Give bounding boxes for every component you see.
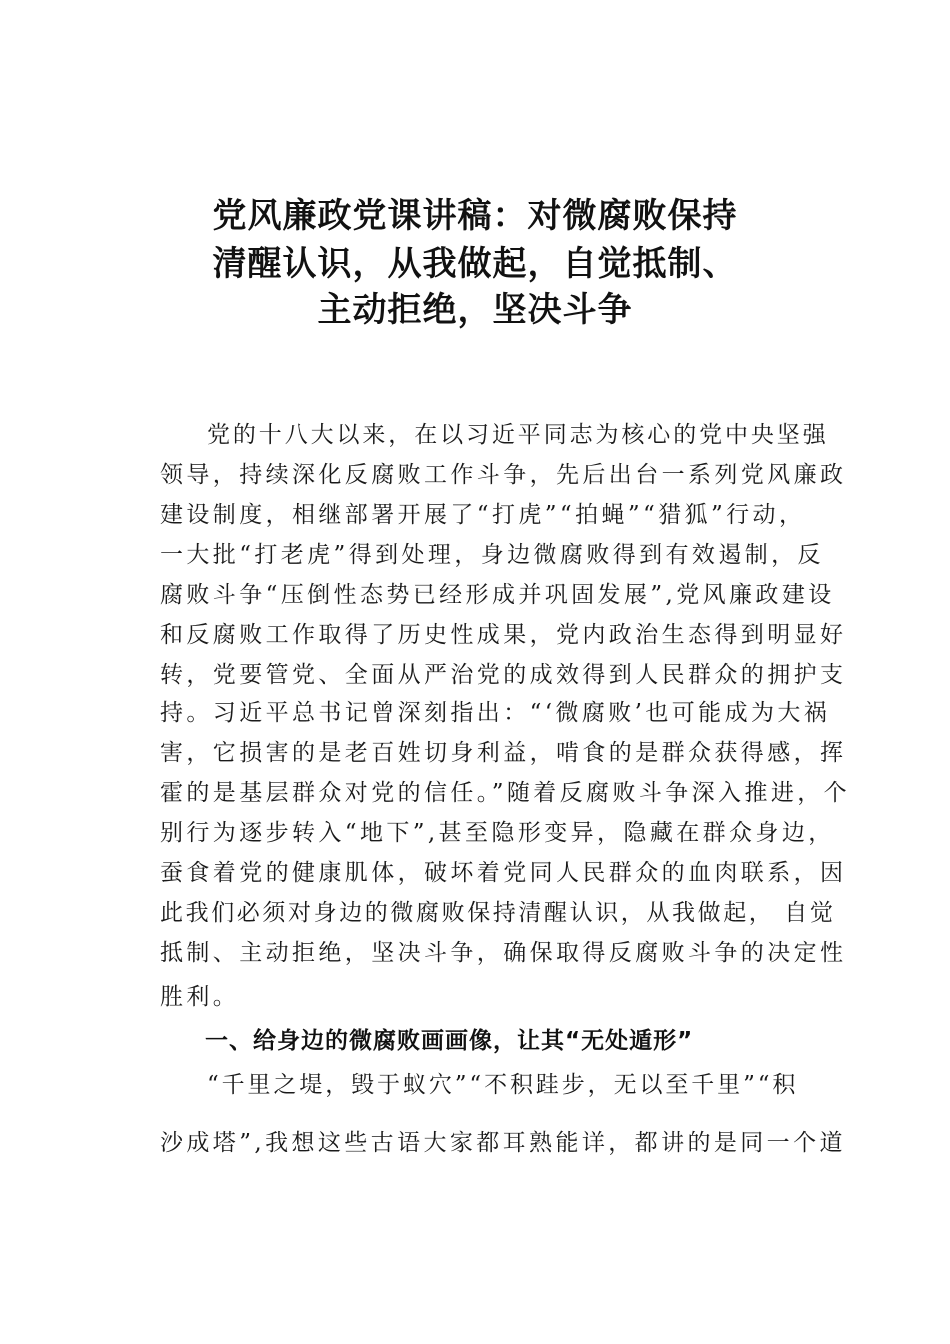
paragraph-line: 领导，持续深化反腐败工作斗争，先后出台一系列党风廉政 [160,462,847,488]
paragraph-line: 持。习近平总书记曾深刻指出：“‘微腐败’也可能成为大祸 [160,700,831,726]
title-line-3: 主动拒绝，坚决斗争 [317,290,633,330]
paragraph-line: “千里之堤，毁于蚁穴”“不积跬步，无以至千里”“积 [207,1072,799,1098]
paragraph-line: 胜利。 [160,984,240,1010]
paragraph-line: 党的十八大以来，在以习近平同志为核心的党中央坚强 [207,422,829,448]
paragraph-line: 沙成塔”,我想这些古语大家都耳熟能详，都讲的是同一个道 [160,1130,846,1156]
paragraph-line: 一大批“打老虎”得到处理，身边微腐败得到有效遏制，反 [160,542,824,568]
paragraph-line: 霍的是基层群众对党的信任。”随着反腐败斗争深入推进，个 [160,780,851,806]
title-line-1: 党风廉政党课讲稿：对微腐败保持 [212,196,738,236]
section-heading: 一、给身边的微腐败画画像，让其“无处遁形” [205,1028,694,1054]
paragraph-line: 和反腐败工作取得了历史性成果，党内政治生态得到明显好 [160,622,847,648]
paragraph-line: 蚕食着党的健康肌体，破坏着党同人民群众的血肉联系，因 [160,860,847,886]
paragraph-line: 转，党要管党、全面从严治党的成效得到人民群众的拥护支 [160,662,847,688]
paragraph-line: 腐败斗争“压倒性态势已经形成并巩固发展”,党风廉政建设 [160,582,835,608]
paragraph-line: 害，它损害的是老百姓切身利益，啃食的是群众获得感，挥 [160,740,847,766]
paragraph-line: 别行为逐步转入“地下”,甚至隐形变异，隐藏在群众身边， [160,820,835,846]
paragraph-line: 建设制度，相继部署开展了“打虎”“拍蝇”“猎狐”行动， [160,502,806,528]
paragraph-line: 此我们必须对身边的微腐败保持清醒认识，从我做起， 自觉 [160,900,836,926]
paragraph-line: 抵制、主动拒绝，坚决斗争，确保取得反腐败斗争的决定性 [160,940,847,966]
title-line-2: 清醒认识，从我做起，自觉抵制、 [212,244,738,284]
